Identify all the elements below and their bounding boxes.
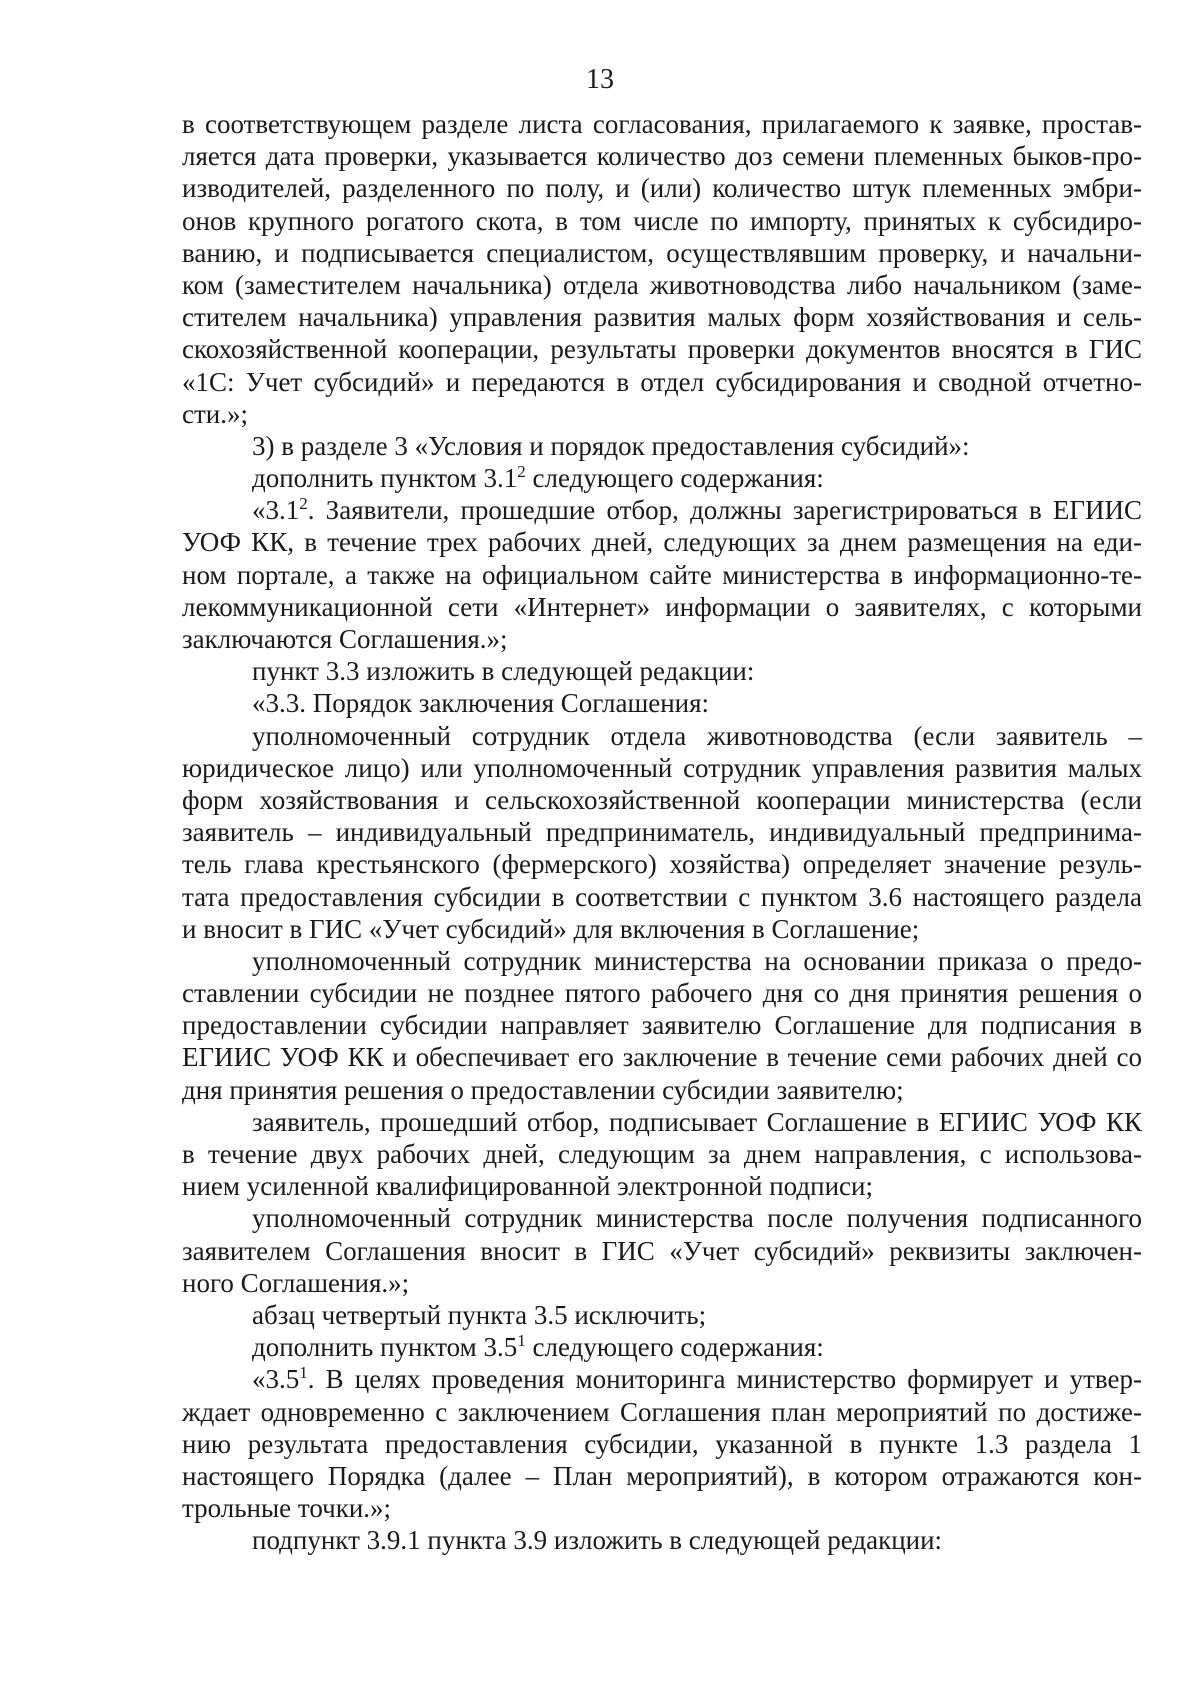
text-line-main: тата предоставления субсидии в соответствии с пунктом 3.6 настоящего раздела	[182, 881, 1142, 912]
text-line	[182, 526, 1142, 558]
text-line	[182, 301, 1142, 333]
text-line-main: заявителем Соглашения вносит в ГИС «Учет субсидий» реквизиты заключен-	[182, 1235, 1142, 1266]
text-line	[182, 1428, 1142, 1460]
text-line	[182, 687, 1142, 719]
text-line-continuation: . Заявители, прошедшие отбор, должны зарегистрироваться в ЕГИИС	[307, 495, 1142, 526]
text-line-main: уполномоченный сотрудник министерства на основании приказа о предо-	[252, 945, 1142, 976]
text-line	[182, 462, 1142, 494]
text-line	[182, 623, 1142, 655]
text-line	[182, 1106, 1142, 1138]
text-line-main: предоставлении субсидии направляет заявителю Соглашение для подписания в	[182, 1010, 1142, 1041]
text-line	[182, 1396, 1142, 1428]
text-line-main: ном портале, а также на официальном сайте министерства в информационно-те-	[182, 559, 1142, 590]
text-line-main: 3) в разделе 3 «Условия и порядок предоставления субсидий»:	[252, 430, 970, 461]
text-line-main: настоящего Порядка (далее – План мероприятий), в котором отражаются кон-	[182, 1460, 1142, 1491]
text-line	[182, 494, 1142, 526]
text-line	[182, 237, 1142, 269]
text-line	[182, 881, 1142, 913]
text-line	[182, 977, 1142, 1009]
text-line	[182, 1299, 1142, 1331]
text-line	[182, 1267, 1142, 1299]
text-line-main: дополнить пунктом 3.1	[252, 463, 518, 494]
text-line-main: в течение двух рабочих дней, следующим за днем направления, с использова-	[182, 1139, 1142, 1169]
text-line	[182, 1235, 1142, 1267]
text-line	[182, 655, 1142, 687]
text-line-main: стителем начальника) управления развития малых форм хозяйствования и сель-	[182, 302, 1142, 333]
text-line	[182, 1331, 1142, 1363]
text-line	[182, 1041, 1142, 1073]
text-line-main: дня принятия решения о предоставлении субсидии заявителю;	[182, 1074, 904, 1105]
text-line-continuation: следующего содержания:	[525, 1332, 824, 1363]
text-line-main: онов крупного рогатого скота, в том числе по импорту, принятых к субсидиро-	[182, 205, 1142, 236]
text-line-main: ждает одновременно с заключением Соглашения план мероприятий по достиже-	[182, 1396, 1142, 1427]
text-line-main: юридическое лицо) или уполномоченный сотрудник управления развития малых	[182, 752, 1142, 783]
text-line-main: подпункт 3.9.1 пункта 3.9 изложить в следующей редакции:	[252, 1525, 943, 1556]
text-line	[182, 269, 1142, 301]
text-line-main: форм хозяйствования и сельскохозяйственной кооперации министерства (если	[182, 784, 1142, 815]
text-line-main: заключаются Соглашения.»;	[182, 624, 508, 654]
text-line	[182, 333, 1142, 365]
text-line	[182, 591, 1142, 623]
text-line-main: УОФ КК, в течение трех рабочих дней, следующих за днем размещения на еди-	[182, 527, 1142, 558]
superscript: 2	[517, 462, 526, 482]
text-line	[182, 848, 1142, 880]
text-line-continuation: . В целях проведения мониторинга министерство формирует и утвер-	[307, 1364, 1142, 1395]
text-line-main: ванию, и подписывается специалистом, осуществлявшим проверку, и начальни-	[182, 237, 1142, 268]
document-body	[182, 108, 1142, 1556]
text-line-main: уполномоченный сотрудник отдела животноводства (если заявитель –	[252, 720, 1142, 751]
text-line-main: дополнить пунктом 3.5	[252, 1332, 518, 1363]
text-line	[182, 1138, 1142, 1170]
superscript: 1	[517, 1331, 526, 1351]
text-line-main: «3.3. Порядок заключения Соглашения:	[252, 688, 710, 719]
text-line	[182, 398, 1142, 430]
text-line	[182, 205, 1142, 237]
text-line	[182, 1074, 1142, 1106]
text-line	[182, 752, 1142, 784]
text-line-main: нию результата предоставления субсидии, указанной в пункте 1.3 раздела 1	[182, 1428, 1142, 1459]
text-line-main: «3.5	[252, 1364, 300, 1395]
text-line	[182, 430, 1142, 462]
text-line	[182, 1460, 1142, 1492]
text-line-main: сти.»;	[182, 398, 248, 429]
text-line-main: заявитель, прошедший отбор, подписывает Соглашение в ЕГИИС УОФ КК	[252, 1106, 1142, 1137]
text-line	[182, 1170, 1142, 1202]
text-line	[182, 1363, 1142, 1395]
text-line-main: заявитель – индивидуальный предприниматель, индивидуальный предпринима-	[182, 817, 1142, 848]
text-line-main: лекоммуникационной сети «Интернет» информации о заявителях, с которыми	[182, 591, 1142, 622]
text-line	[182, 366, 1142, 398]
text-line	[182, 1524, 1142, 1556]
text-line-main: скохозяйственной кооперации, результаты проверки документов вносятся в ГИС	[182, 334, 1142, 365]
text-line	[182, 1202, 1142, 1234]
text-line	[182, 559, 1142, 591]
text-line	[182, 720, 1142, 752]
text-line-main: в соответствующем разделе листа согласования, прилагаемого к заявке, простав-	[182, 109, 1142, 139]
page-number: 13	[586, 64, 614, 95]
text-line	[182, 172, 1142, 204]
text-line-main: ляется дата проверки, указывается количество доз семени племенных быков-про-	[182, 141, 1142, 172]
text-line	[182, 108, 1142, 140]
text-line-main: пункт 3.3 изложить в следующей редакции:	[252, 656, 755, 687]
text-line-main: «1С: Учет субсидий» и передаются в отдел субсидирования и сводной отчетно-	[182, 366, 1142, 397]
text-line	[182, 816, 1142, 848]
text-line	[182, 140, 1142, 172]
text-line-main: нием усиленной квалифицированной электронной подписи;	[182, 1171, 873, 1202]
text-line-main: «3.1	[252, 495, 300, 526]
text-line	[182, 913, 1142, 945]
text-line-main: абзац четвертый пункта 3.5 исключить;	[252, 1299, 707, 1330]
text-line-main: тель глава крестьянского (фермерского) хозяйства) определяет значение резуль-	[182, 849, 1142, 880]
superscript: 2	[299, 494, 308, 514]
text-line-main: ЕГИИС УОФ КК и обеспечивает его заключение в течение семи рабочих дней со	[182, 1042, 1142, 1073]
text-line-main: трольные точки.»;	[182, 1493, 392, 1524]
text-line-main: изводителей, разделенного по полу, и (или) количество штук племенных эмбри-	[182, 173, 1142, 204]
text-line	[182, 945, 1142, 977]
text-line	[182, 784, 1142, 816]
text-line-main: и вносит в ГИС «Учет субсидий» для включения в Соглашение;	[182, 913, 920, 944]
text-line-main: ставлении субсидии не позднее пятого рабочего дня со дня принятия решения о	[182, 978, 1142, 1009]
superscript: 1	[299, 1363, 308, 1383]
text-line-main: ного Соглашения.»;	[182, 1267, 410, 1298]
text-line-continuation: следующего содержания:	[525, 463, 824, 494]
text-line	[182, 1009, 1142, 1041]
text-line-main: ком (заместителем начальника) отдела животноводства либо начальником (заме-	[182, 269, 1142, 300]
text-line-main: уполномоченный сотрудник министерства после получения подписанного	[252, 1203, 1142, 1234]
text-line	[182, 1492, 1142, 1524]
